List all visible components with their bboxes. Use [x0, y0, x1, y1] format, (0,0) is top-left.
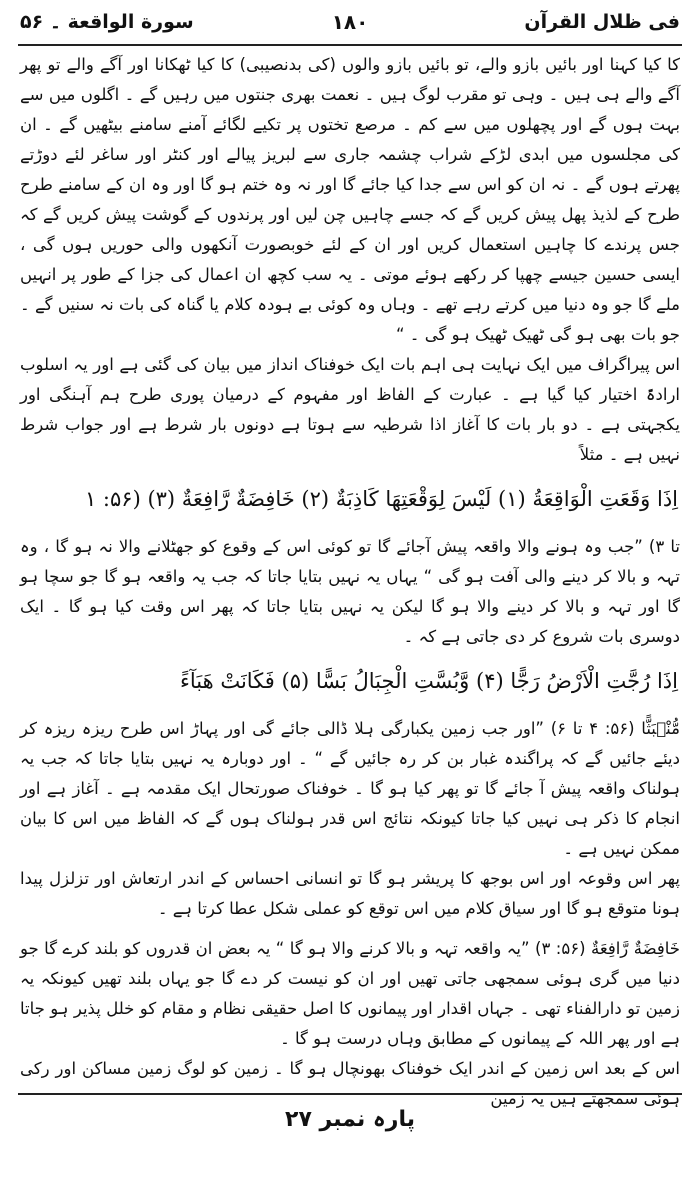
page-header	[14, 0, 686, 44]
page-body	[14, 46, 686, 470]
paragraph-4: مُّنْۢبَثًّا (۵۶: ۴ تا ۶) ”اور جب زمین یکبارگی ہلا ڈالی جائے گی اور پہاڑ اس طرح ریزہ ریزہ کر دیئے جائیں گے کہ پراگندہ غبار بن کر رہ جائیں گے “ ۔ اور دوبارہ یہ نہیں بتایا جاتا کہ جب یہ ہولناک واقعہ پیش آ جائے گا تو پھر کیا ہو گا ۔ خوفناک صورتحال ایک مقدمہ ہے ۔ آغاز ہے اور انجام کا ذکر ہی نہیں کیا جاتا کیونکہ نتائج اس قدر ہولناک ہوں گے کہ الفاظ میں اس کا بیان ممکن نہیں ہے ۔	[20, 719, 681, 858]
paragraph-6: خَافِضَةٌ رَّافِعَةٌ (۵۶: ۳) ”یہ واقعہ تہہ و بالا کرنے والا ہو گا “ یہ بعض ان قدروں کو بلند کرے گا جو دنیا میں گری ہوئی سمجھی جاتی تھیں اور ان کو نیست کر دے گا جو یہاں بلند تھیں کیونکہ یہ زمین تو دارالفناء تھی ۔ جہاں اقدار اور پیمانوں کا اصل حقیقی نظام و مقام کو خلل پذیر ہو جاتا ہے اور پھر اللہ کے پیمانوں کے مطابق وہاں درست ہو گا ۔	[20, 939, 680, 1048]
spacer	[20, 924, 680, 934]
page-body-2	[14, 528, 686, 652]
page-footer	[14, 1093, 686, 1132]
paragraph-1: کا کیا کہنا اور بائیں بازو والے، تو بائیں بازو والوں (کی بدنصیبی) کا کیا ٹھکانا اور آگے والے تو پھر آگے والے ہی ہیں ۔ وہی تو مقرب لوگ ہیں ۔ نعمت بھری جنتوں میں رہیں گے ۔ اگلوں میں سے بہت ہوں گے اور پچھلوں میں سے کم ۔ مرصع تختوں پر تکیے لگائے آمنے سامنے بیٹھیں گے ۔ ان کی مجلسوں میں ابدی لڑکے شراب چشمہ جاری سے لبریز پیالے اور کنٹر اور ساغر لئے دوڑتے پھرتے ہوں گے ۔ نہ ان کو اس سے جدا کیا جائے گا اور نہ وہ ختم ہو گا اور وہ ان کے سامنے طرح طرح کے لذیذ پھل پیش کریں گے کہ جسے چاہیں چن لیں اور پرندوں کے گوشت پیش کریں گے کہ جس پرندے کا چاہیں استعمال کریں اور ان کے لئے خوبصورت آنکھوں والی حوریں ہوں گی ، ایسی حسین جیسے چھپا کر رکھے ہوئے موتی ۔ یہ سب کچھ ان اعمال کی جزا کے طور پر انہیں ملے گا جو وہ دنیا میں کرتے رہے تھے ۔ وہاں وہ کوئی بے ہودہ کلام یا گناہ کی بات نہ سنیں گے ۔ جو بات بھی ہو گی ٹھیک ٹھیک ہو گی ۔ “	[20, 55, 681, 344]
paragraph-2: اس پیراگراف میں ایک نہایت ہی اہم بات ایک خوفناک انداز میں بیان کی گئی ہے اور یہ اسلوب ارادۃً اختیار کیا گیا ہے ۔ عبارت کے الفاظ اور مفہوم کے درمیان پوری طرح ہم آہنگی اور یکجہتی ہے ۔ دو بار بات کا آغاز اذا شرطیہ سے ہوتا ہے دونوں بار شرط ہے اور جواب شرط نہیں ہے ۔ مثلاً	[20, 355, 680, 464]
footer-rule	[18, 1093, 682, 1095]
surah-reference: سورة الواقعة ۔ ۵۶	[20, 11, 194, 33]
page-body-3	[14, 710, 686, 1114]
page-number: ۱۸۰	[331, 10, 369, 34]
paragraph-7: اس کے بعد اس زمین کے اندر ایک خوفناک بھونچال ہو گا ۔ زمین کو لوگ زمین مساکن اور رکی ہوئی سمجھتے ہیں یہ زمین	[20, 1059, 680, 1108]
quran-verse-1: اِذَا وَقَعَتِ الْوَاقِعَةُ (۱) لَیْسَ لِوَقْعَتِهَا کَاذِبَةٌ (۲) خَافِضَةٌ رَّافِعَةٌ (۳) (۵۶: ۱	[84, 487, 678, 511]
para-label: پارہ نمبر ۲۷	[285, 1107, 415, 1132]
paragraph-3: تا ۳) ”جب وہ ہونے والا واقعہ پیش آجائے گا تو کوئی اس کے وقوع کو جھٹلانے والا نہ ہو گا ، وہ تہہ و بالا کر دینے والی آفت ہو گی “ یہاں یہ نہیں بتایا جاتا کہ جب یہ واقعہ ہو گا جو سچا ہو گا اور تہہ و بالا کر دینے والا ہو گا لیکن یہ نہیں بتایا جاتا کہ پھر اس وقت کیا ہو گا ۔ ایک دوسری بات شروع کر دی جاتی ہے کہ ۔	[20, 537, 680, 646]
paragraph-5: پھر اس وقوعہ اور اس بوجھ کا پریشر ہو گا تو انسانی احساس کے اندر ارتعاش اور تزلزل پیدا ہونا متوقع ہو گا اور سیاق کلام میں اس توقع کو عملی شکل عطا کرتا ہے ۔	[20, 869, 680, 918]
quran-verse-2: اِذَا رُجَّتِ الْاَرْضُ رَجًّا (۴) وَّبُسَّتِ الْجِبَالُ بَسًّا (۵) فَکَانَتْ هَبَآءً	[179, 669, 678, 693]
book-title: فی ظلال القرآن	[524, 11, 680, 33]
